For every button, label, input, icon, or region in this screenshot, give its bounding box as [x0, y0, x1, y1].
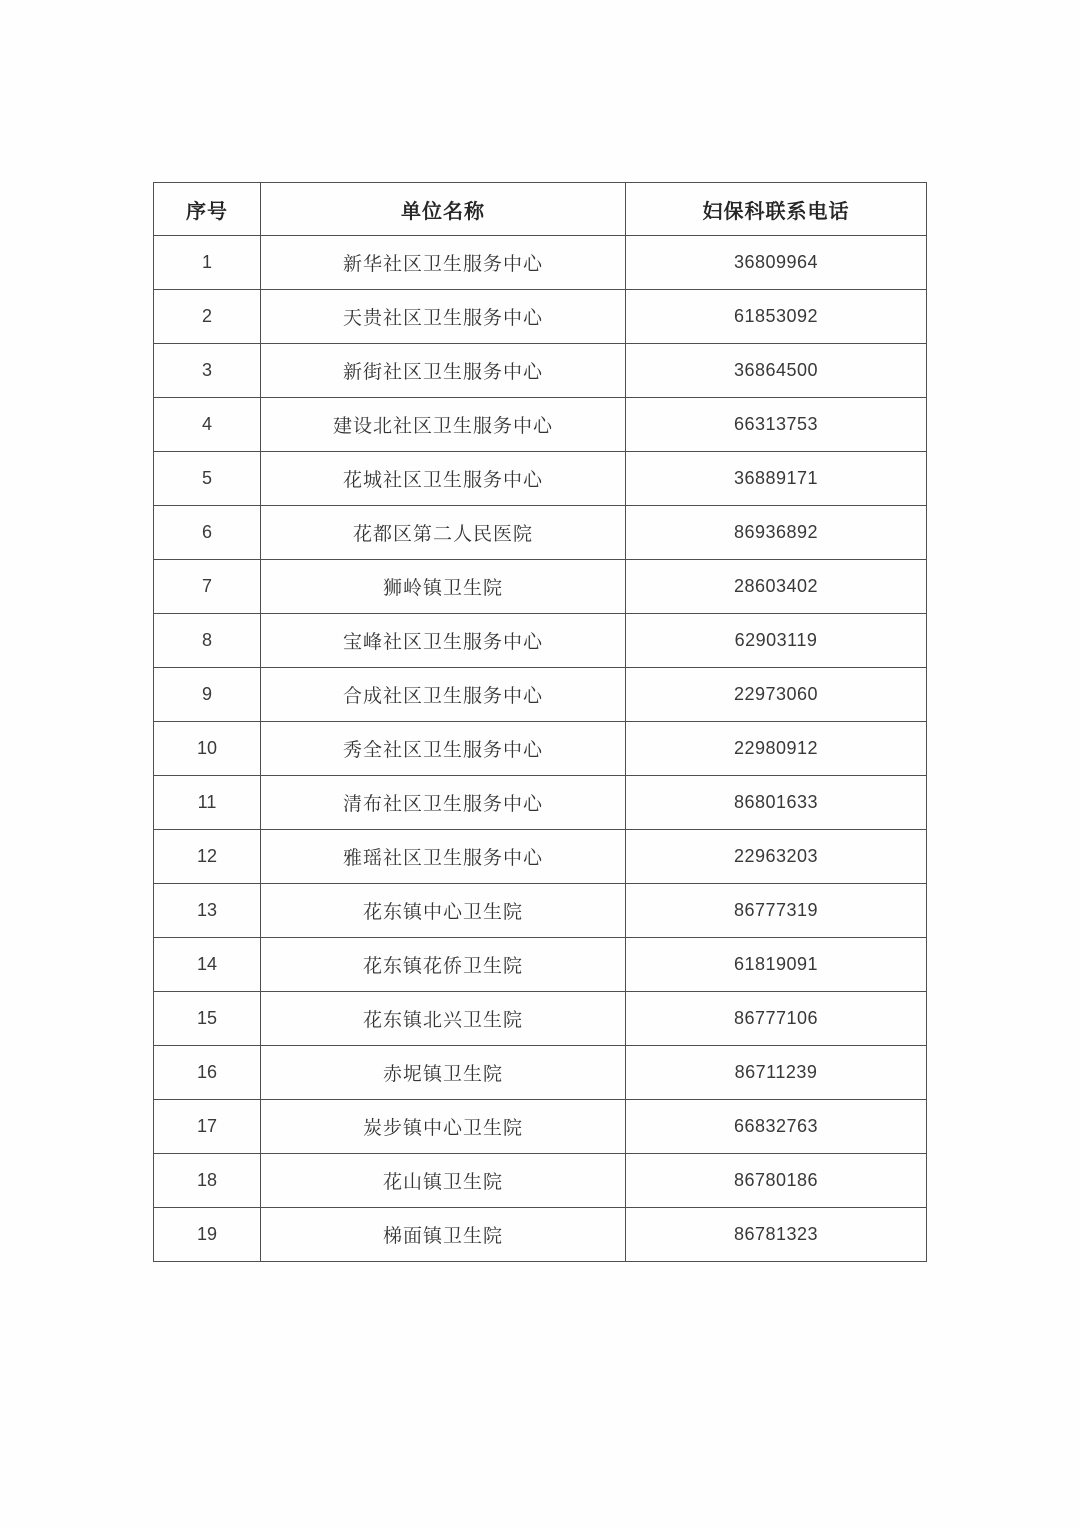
phone-cell: 62903119 — [626, 614, 927, 668]
serial-number-cell: 12 — [154, 830, 261, 884]
serial-number-cell: 19 — [154, 1208, 261, 1262]
phone-cell: 86711239 — [626, 1046, 927, 1100]
serial-number-cell: 8 — [154, 614, 261, 668]
phone-cell: 61819091 — [626, 938, 927, 992]
serial-number-cell: 16 — [154, 1046, 261, 1100]
serial-number-cell: 2 — [154, 290, 261, 344]
unit-name-cell: 天贵社区卫生服务中心 — [261, 290, 626, 344]
table-row — [154, 1046, 927, 1100]
unit-name-cell: 秀全社区卫生服务中心 — [261, 722, 626, 776]
unit-name-cell: 赤坭镇卫生院 — [261, 1046, 626, 1100]
table-row — [154, 830, 927, 884]
table-row — [154, 938, 927, 992]
table-row — [154, 722, 927, 776]
serial-number-cell: 4 — [154, 398, 261, 452]
table-row — [154, 884, 927, 938]
serial-number-cell: 11 — [154, 776, 261, 830]
serial-number-cell: 9 — [154, 668, 261, 722]
phone-cell: 86801633 — [626, 776, 927, 830]
table-header-row — [154, 183, 927, 236]
unit-name-cell: 新华社区卫生服务中心 — [261, 236, 626, 290]
phone-cell: 86781323 — [626, 1208, 927, 1262]
phone-cell: 22963203 — [626, 830, 927, 884]
unit-name-cell: 雅瑶社区卫生服务中心 — [261, 830, 626, 884]
phone-cell: 86780186 — [626, 1154, 927, 1208]
table-row — [154, 452, 927, 506]
serial-number-cell: 7 — [154, 560, 261, 614]
unit-name-cell: 狮岭镇卫生院 — [261, 560, 626, 614]
table-row — [154, 992, 927, 1046]
table-row — [154, 236, 927, 290]
column-header-contact-phone: 妇保科联系电话 — [626, 183, 927, 236]
phone-cell: 36809964 — [626, 236, 927, 290]
contact-table — [153, 182, 927, 1262]
unit-name-cell: 合成社区卫生服务中心 — [261, 668, 626, 722]
table-row — [154, 290, 927, 344]
serial-number-cell: 6 — [154, 506, 261, 560]
unit-name-cell: 花城社区卫生服务中心 — [261, 452, 626, 506]
phone-cell: 86777319 — [626, 884, 927, 938]
serial-number-cell: 18 — [154, 1154, 261, 1208]
phone-cell: 66832763 — [626, 1100, 927, 1154]
phone-cell: 36864500 — [626, 344, 927, 398]
table-row — [154, 1154, 927, 1208]
table-row — [154, 776, 927, 830]
serial-number-cell: 17 — [154, 1100, 261, 1154]
unit-name-cell: 花东镇花侨卫生院 — [261, 938, 626, 992]
serial-number-cell: 1 — [154, 236, 261, 290]
table-row — [154, 560, 927, 614]
phone-cell: 28603402 — [626, 560, 927, 614]
table-body — [154, 236, 927, 1262]
serial-number-cell: 10 — [154, 722, 261, 776]
serial-number-cell: 13 — [154, 884, 261, 938]
column-header-unit-name: 单位名称 — [261, 183, 626, 236]
phone-cell: 66313753 — [626, 398, 927, 452]
table-row — [154, 614, 927, 668]
phone-cell: 22973060 — [626, 668, 927, 722]
serial-number-cell: 14 — [154, 938, 261, 992]
phone-cell: 86936892 — [626, 506, 927, 560]
unit-name-cell: 宝峰社区卫生服务中心 — [261, 614, 626, 668]
unit-name-cell: 花山镇卫生院 — [261, 1154, 626, 1208]
phone-cell: 61853092 — [626, 290, 927, 344]
unit-name-cell: 花都区第二人民医院 — [261, 506, 626, 560]
phone-cell: 86777106 — [626, 992, 927, 1046]
unit-name-cell: 炭步镇中心卫生院 — [261, 1100, 626, 1154]
phone-cell: 36889171 — [626, 452, 927, 506]
phone-cell: 22980912 — [626, 722, 927, 776]
serial-number-cell: 3 — [154, 344, 261, 398]
table-row — [154, 398, 927, 452]
column-header-serial-number: 序号 — [154, 183, 261, 236]
serial-number-cell: 15 — [154, 992, 261, 1046]
unit-name-cell: 梯面镇卫生院 — [261, 1208, 626, 1262]
unit-name-cell: 新街社区卫生服务中心 — [261, 344, 626, 398]
unit-name-cell: 建设北社区卫生服务中心 — [261, 398, 626, 452]
unit-name-cell: 花东镇北兴卫生院 — [261, 992, 626, 1046]
unit-name-cell: 花东镇中心卫生院 — [261, 884, 626, 938]
unit-name-cell: 清布社区卫生服务中心 — [261, 776, 626, 830]
serial-number-cell: 5 — [154, 452, 261, 506]
table-row — [154, 1100, 927, 1154]
table-row — [154, 668, 927, 722]
table-row — [154, 344, 927, 398]
table-row — [154, 1208, 927, 1262]
table-row — [154, 506, 927, 560]
